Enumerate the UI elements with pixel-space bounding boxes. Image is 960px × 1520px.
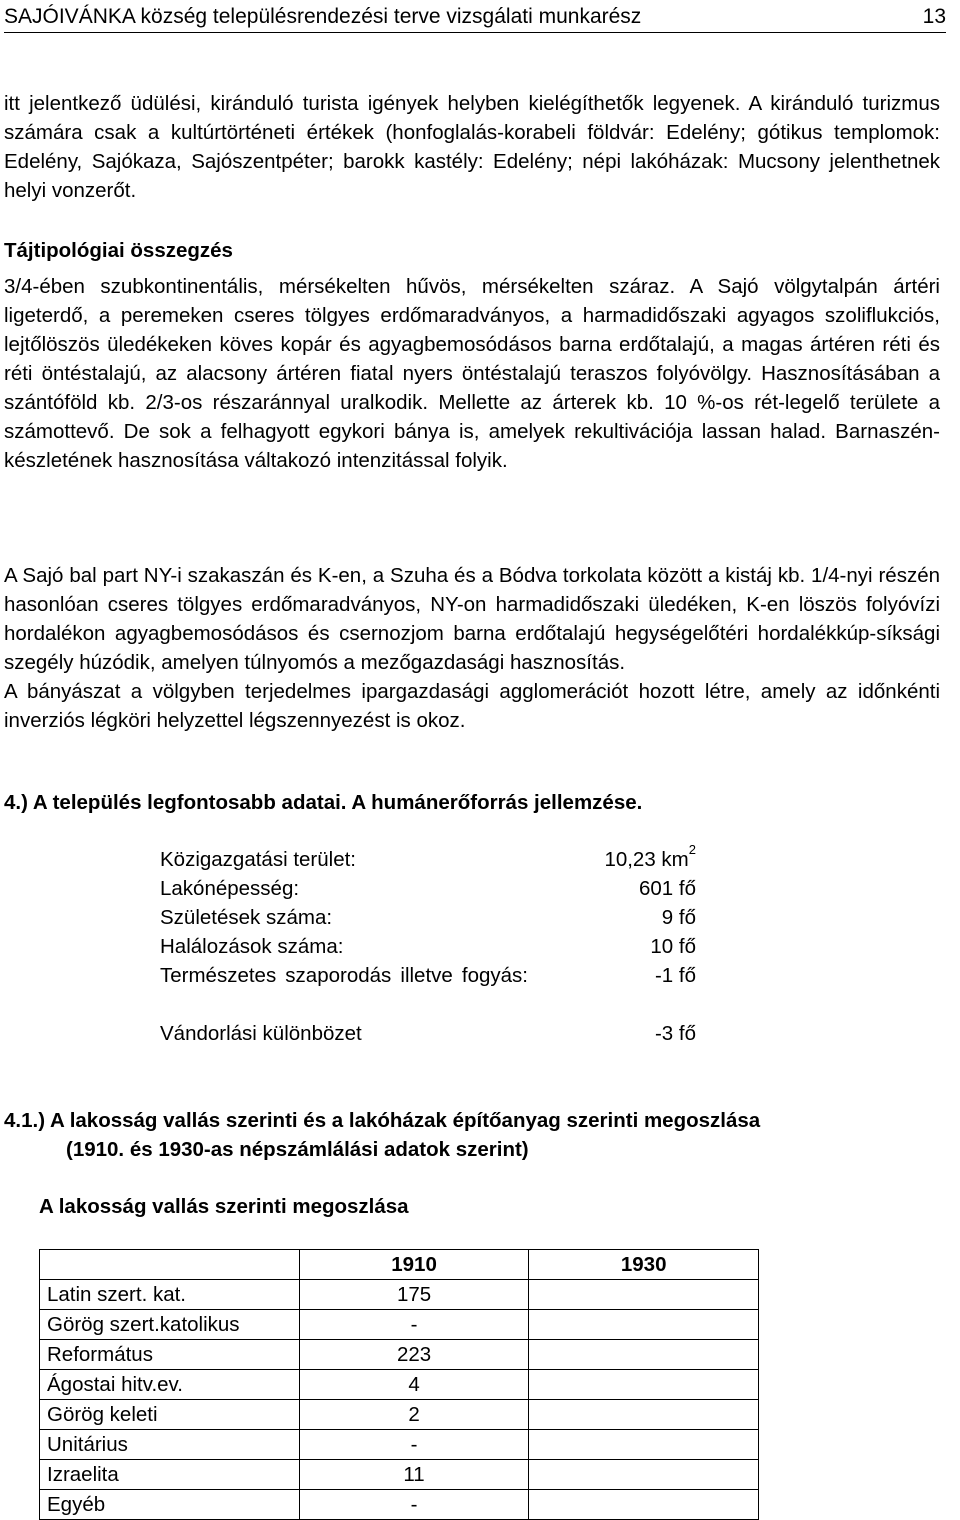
value-1930 <box>529 1490 759 1520</box>
value-1930 <box>529 1370 759 1400</box>
fact-label: Természetes szaporodás illetve fogyás: <box>160 964 528 987</box>
fact-row <box>160 1019 740 1048</box>
heading-landscape: Tájtipológiai összegzés <box>4 239 233 262</box>
value-1910: - <box>299 1430 529 1460</box>
fact-value: 9 fő <box>661 906 696 929</box>
table-title: A lakosság vallás szerinti megoszlása <box>39 1195 409 1218</box>
table-row <box>40 1460 759 1490</box>
religion-name: Ágostai hitv.ev. <box>40 1370 300 1400</box>
fact-value: 10 fő <box>650 935 696 958</box>
religion-table <box>39 1249 759 1520</box>
paragraph-small-region <box>4 561 940 735</box>
document-title: SAJÓIVÁNKA község településrendezési terve vizsgálati munkarész <box>4 5 642 28</box>
table-row <box>40 1430 759 1460</box>
religion-name: Görög keleti <box>40 1400 300 1430</box>
page-number: 13 <box>922 5 946 28</box>
table-row <box>40 1310 759 1340</box>
settlement-facts <box>160 842 740 1048</box>
paragraph-text: A bányászat a völgyben terjedelmes ipargazdasági agglomerációt hozott létre, amely az időnkénti inverziós légköri helyzettel légszennyezést is okoz. <box>4 680 940 732</box>
paragraph-text: itt jelentkező üdülési, kiránduló turista igények helyben kielégíthetők legyenek. A kiránduló turizmus számára csak a kultúrtörténeti értékek (honfoglalás-korabeli földvár: Edelény; gótikus templomok: Edelény, Sajókaza, Sajószentpéter; barokk kastély: Edelény; népi lakóházak: Mucsony jelenthetnek helyi vonzerőt. <box>4 92 940 202</box>
value-1930 <box>529 1280 759 1310</box>
fact-row <box>160 842 740 874</box>
heading-section-4-1: 4.1.) A lakosság vallás szerinti és a lakóházak építőanyag szerinti megoszlása (1910. és 1930-as népszámlálási adatok szerint) <box>4 1109 761 1161</box>
paragraph-text: A Sajó bal part NY-i szakaszán és K-en, a Szuha és a Bódva torkolata között a kistáj kb. 1/4-nyi részén hasonlóan cseres tölgyes erdőmaradványos, NY-on harmadidőszaki üledéken, K-en löszös folyóvízi hordalékon agyagbemosódásos és csernozjom barna erdőtalajú hegységelőtéri hordalékkúp-síksági szegély húzódik, amelyen túlnyomós a mezőgazdasági hasznosítás. <box>4 564 940 674</box>
heading-section-4: 4.) A település legfontosabb adatai. A humánerőforrás jellemzése. <box>4 791 643 814</box>
value-1910: 175 <box>299 1280 529 1310</box>
fact-value: 601 fő <box>639 877 696 900</box>
paragraph-text: 3/4-ében szubkontinentális, mérsékelten hűvös, mérsékelten száraz. A Sajó völgytalpán ártéri ligeterdő, a peremeken cseres tölgyes erdőmaradványos, a harmadidőszaki agyagos szoliflukciós, lejtőlöszös üledékeken köves kopár és agyagbemosódásos barna erdőtalajú, a magas ártéren réti és réti öntéstalajú, az alacsony ártéren fiatal nyers öntéstalajú teraszos folyóvölgy. Hasznosításában a szántóföld kb. 2/3-os részaránnyal uralkodik. Mellette az árterek kb. 10 %-os rét-legelő területe a számottevő. De sok a felhagyott egykori bánya is, amelyek rekultivációja lassan halad. Barnaszén-készletének hasznosítása váltakozó intenzitással folyik. <box>4 275 940 472</box>
fact-label: Lakónépesség: <box>160 877 300 900</box>
column-header: 1930 <box>529 1250 759 1280</box>
fact-label: Vándorlási különbözet <box>160 1022 362 1045</box>
paragraph-landscape <box>4 272 940 475</box>
column-header <box>40 1250 300 1280</box>
value-1930 <box>529 1340 759 1370</box>
fact-label: Közigazgatási terület: <box>160 848 357 871</box>
value-1930 <box>529 1400 759 1430</box>
fact-value: -3 fő <box>654 1022 696 1045</box>
religion-name: Izraelita <box>40 1460 300 1490</box>
fact-row <box>160 932 740 961</box>
value-1910: 2 <box>299 1400 529 1430</box>
fact-row <box>160 903 740 932</box>
fact-value: -1 fő <box>654 964 696 987</box>
table-row <box>40 1400 759 1430</box>
table-row <box>40 1490 759 1520</box>
paragraph-tourism <box>4 89 940 205</box>
table-row <box>40 1370 759 1400</box>
value-1910: - <box>299 1310 529 1340</box>
religion-name: Unitárius <box>40 1430 300 1460</box>
page-header <box>4 3 946 33</box>
table-row <box>40 1340 759 1370</box>
value-1910: 4 <box>299 1370 529 1400</box>
column-header: 1910 <box>299 1250 529 1280</box>
religion-name: Egyéb <box>40 1490 300 1520</box>
value-1910: - <box>299 1490 529 1520</box>
religion-name: Görög szert.katolikus <box>40 1310 300 1340</box>
value-1930 <box>529 1460 759 1490</box>
fact-label: Születések száma: <box>160 906 333 929</box>
table-header-row <box>40 1250 759 1280</box>
value-1910: 223 <box>299 1340 529 1370</box>
religion-name: Református <box>40 1340 300 1370</box>
fact-row <box>160 874 740 903</box>
value-1930 <box>529 1430 759 1460</box>
superscript: 2 <box>688 842 696 858</box>
fact-row <box>160 961 740 1019</box>
fact-value: 10,23 $km^2$ <box>604 842 696 871</box>
value-1910: 11 <box>299 1460 529 1490</box>
religion-name: Latin szert. kat. <box>40 1280 300 1310</box>
table-row <box>40 1280 759 1310</box>
value-1930 <box>529 1310 759 1340</box>
fact-label: Halálozások száma: <box>160 935 344 958</box>
